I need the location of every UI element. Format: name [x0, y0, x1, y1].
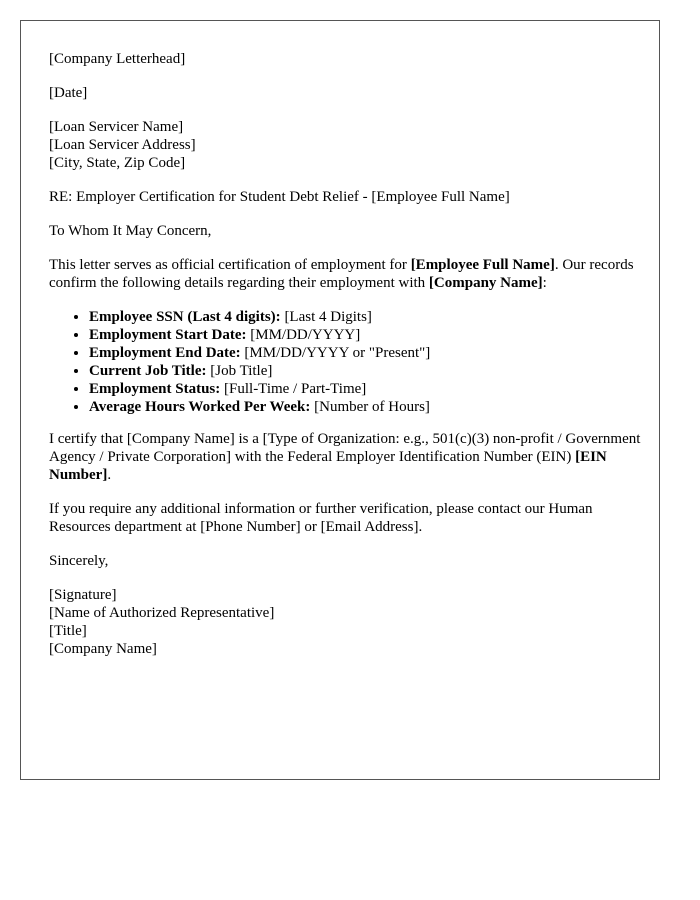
detail-value: [Job Title]	[206, 363, 273, 379]
subject-line: RE: Employer Certification for Student Debt Relief - [Employee Full Name]	[49, 189, 510, 205]
detail-label: Employee SSN (Last 4 digits):	[89, 309, 281, 325]
detail-item-job-title	[89, 362, 649, 380]
recipient-name: [Loan Servicer Name]	[49, 119, 184, 135]
detail-item-hours	[89, 398, 649, 416]
intro-text-3: :	[542, 275, 547, 291]
detail-label: Employment Status:	[89, 381, 221, 397]
signer-name: [Name of Authorized Representative]	[49, 605, 275, 621]
recipient-street: [Loan Servicer Address]	[49, 137, 196, 153]
recipient-city-state-zip: [City, State, Zip Code]	[49, 155, 186, 171]
detail-item-status	[89, 380, 649, 398]
signer-title: [Title]	[49, 623, 87, 639]
detail-label: Employment End Date:	[89, 345, 241, 361]
certification-ein: [EIN Number]	[49, 449, 607, 483]
letter-body	[49, 50, 649, 674]
intro-paragraph	[49, 256, 649, 292]
detail-label: Current Job Title:	[89, 363, 207, 379]
detail-value: [MM/DD/YYYY]	[246, 327, 361, 343]
detail-item-ssn	[89, 308, 649, 326]
intro-company-name: [Company Name]	[428, 275, 543, 291]
signature-block	[49, 586, 649, 658]
detail-label: Employment Start Date:	[89, 327, 247, 343]
intro-text-1: This letter serves as official certification of employment for	[49, 257, 411, 273]
certification-paragraph	[49, 430, 649, 484]
certification-text-2: .	[107, 467, 112, 483]
letter-page	[20, 20, 660, 780]
intro-text-2: . Our records confirm the following details regarding their employment with	[49, 257, 634, 291]
closing: Sincerely,	[49, 553, 109, 569]
detail-value: [Last 4 Digits]	[280, 309, 372, 325]
detail-value: [MM/DD/YYYY or "Present"]	[240, 345, 431, 361]
salutation: To Whom It May Concern,	[49, 223, 212, 239]
detail-value: [Number of Hours]	[310, 399, 430, 415]
employment-details-list	[49, 308, 649, 416]
detail-value: [Full-Time / Part-Time]	[220, 381, 367, 397]
detail-item-end-date	[89, 344, 649, 362]
intro-employee-name: [Employee Full Name]	[410, 257, 555, 273]
signature: [Signature]	[49, 587, 117, 603]
certification-text-1: I certify that [Company Name] is a [Type of Organization: e.g., 501(c)(3) non-profit / Government Agency / Private Corporation] with the Federal Employer Identification Number (EIN)	[49, 431, 641, 465]
letter-date: [Date]	[49, 85, 88, 101]
detail-item-start-date	[89, 326, 649, 344]
detail-label: Average Hours Worked Per Week:	[89, 399, 311, 415]
letterhead: [Company Letterhead]	[49, 51, 186, 67]
contact-paragraph: If you require any additional information or further verification, please contact our Human Resources department at [Phone Number] or [Email Address].	[49, 501, 593, 535]
recipient-address	[49, 118, 649, 172]
signer-company: [Company Name]	[49, 641, 157, 657]
